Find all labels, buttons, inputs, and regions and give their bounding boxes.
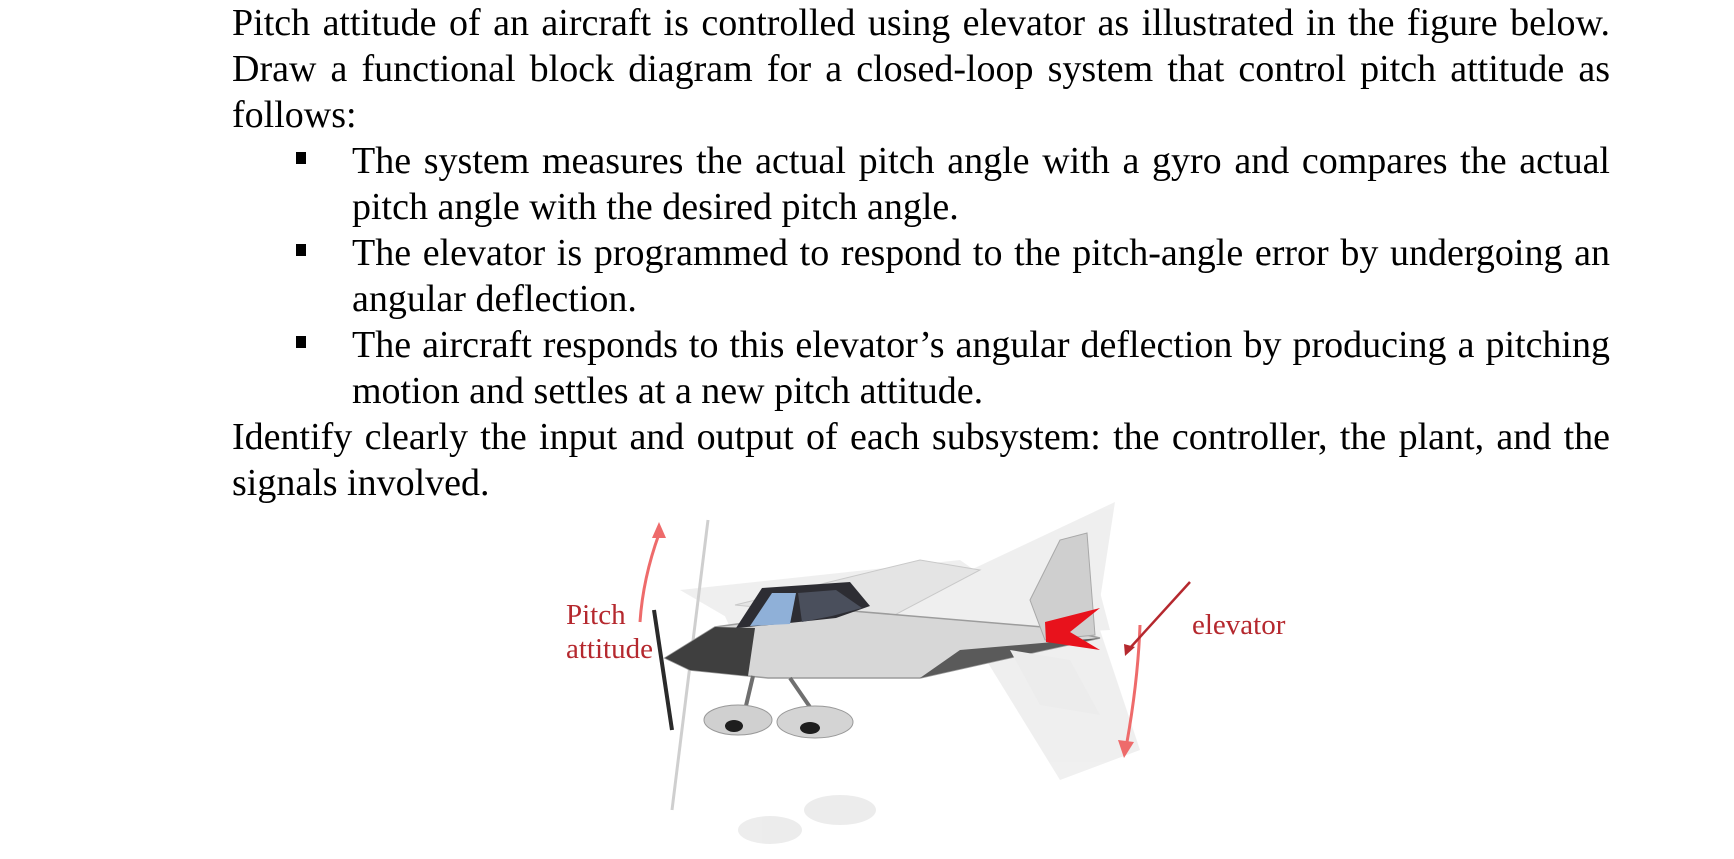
front-tire (725, 720, 743, 732)
front-gear-strut (745, 676, 753, 710)
arrow-head-up-icon (652, 522, 666, 538)
bullet-square-icon (296, 244, 306, 256)
pitch-label-line2: attitude (566, 633, 653, 665)
list-item (352, 322, 1610, 414)
intro-paragraph: Pitch attitude of an aircraft is controlled using elevator as illustrated in the figure below. Draw a functional block diagram for a closed-loop system that control pitch attitude as follows: (232, 2, 1610, 136)
elevator-label: elevator (1192, 609, 1286, 641)
aircraft-figure (540, 500, 1340, 859)
pitch-attitude-label (566, 598, 666, 666)
main-wheel (777, 706, 853, 738)
list-item (352, 230, 1610, 322)
list-item-text: The elevator is programmed to respond to the pitch-angle error by undergoing an angular deflection. (352, 232, 1610, 320)
list-item-text: The system measures the actual pitch angle with a gyro and compares the actual pitch angle with the desired pitch angle. (352, 140, 1610, 228)
bullet-square-icon (296, 336, 306, 348)
closing-paragraph: Identify clearly the input and output of each subsystem: the controller, the plant, and the signals involved. (232, 416, 1610, 504)
pitch-label-line1: Pitch (566, 599, 626, 631)
aircraft-illustration (540, 500, 1340, 859)
document-body (232, 0, 1610, 506)
ghost-landing-gear (738, 795, 876, 844)
engine-cowling (665, 627, 755, 676)
requirements-list (232, 138, 1610, 414)
list-item (352, 138, 1610, 230)
list-item-text: The aircraft responds to this elevator’s angular deflection by producing a pitching motion and settles at a new pitch attitude. (352, 324, 1610, 412)
main-gear-strut (790, 678, 812, 710)
elevator-leader-line (1130, 582, 1190, 648)
bullet-square-icon (296, 152, 306, 164)
main-tire (800, 722, 820, 734)
